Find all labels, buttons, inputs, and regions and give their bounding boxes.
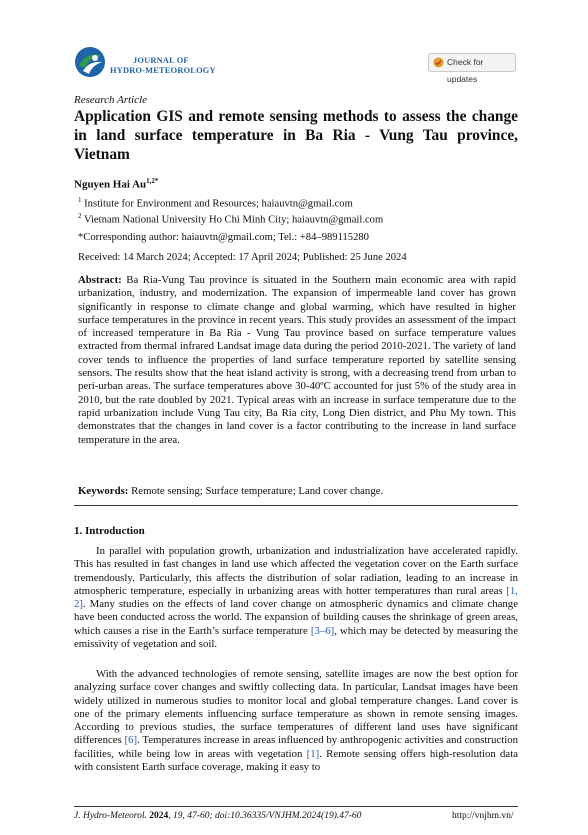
author xyxy=(74,177,158,191)
p1-text-b: . Many studies on the effects of land cover change on atmospheric dynamics and climate change have been conducted across the world. The expansion of building causes the shrinkage of green areas, which causes a rise in the Earth’s surface temperature xyxy=(74,598,518,637)
article-type: Research Article xyxy=(74,94,148,106)
abstract-text: Ba Ria-Vung Tau province is situated in the Southern main economic area with rapid urbanization, industry, and modernization. The expansion of impermeable land cover has grown significantly in response to climate change and global warming, which have resulted in higher surface temperatures in the province in recent years. This study provides an assessment of the impact of increased temperature in Ba Ria - Vung Tau province based on surface temperature values extracted from thermal infrared Landsat image data during the period 2010-2021. The variety of land cover tends to influence the properties of land surface temperature reported by satellite sensing sensors. The results show that the heat island activity is strong, with a decreasing trend from urban to peri-urban areas. The surface temperatures above 30-40ºC accounted for just 5% of the study area in 2010, but the rate doubled by 2021. Typical areas with an increase in surface temperature due to the rapid urbanization include Vung Tau city, Ba Ria city, Long Dien district, and Phu My town. This demonstrates that the changes in land cover is a factor contributing to the increase in land surface temperature in the area. xyxy=(78,274,516,446)
section-divider xyxy=(74,505,518,506)
affiliation-1 xyxy=(78,196,353,210)
p2-text-a: With the advanced technologies of remote sensing, satellite images are now the best option for analyzing surface cover changes and swiftly collecting data. In particular, Landsat images have been widely utilized in numerous studies to monitor local and global temperature changes. Land cover is one of the primary elements influencing surface temperature as shown in remote sensing images. According to previous studies, the surface temperatures of different land uses have significant differences xyxy=(74,668,518,747)
article-title: Application GIS and remote sensing methods to assess the change in land surface temperature in Ba Ria - Vung Tau province, Vietnam xyxy=(74,108,518,163)
keywords xyxy=(78,485,383,497)
footer-year: 2024 xyxy=(149,811,169,821)
footer-citation xyxy=(74,811,361,821)
journal-logo-icon xyxy=(74,46,106,78)
affiliation-1-text: Institute for Environment and Resources; haiauvtn@gmail.com xyxy=(84,198,353,210)
affiliation-2-text: Vietnam National University Ho Chi Minh City; haiauvtn@gmail.com xyxy=(83,214,384,226)
footer-citation-text: , 19, 47-60; doi:10.36335/VNJHM.2024(19).47-60 xyxy=(168,811,362,821)
introduction-heading: 1. Introduction xyxy=(74,525,145,537)
introduction-paragraph-2 xyxy=(74,668,518,774)
citation-link[interactable]: [1, 2] xyxy=(74,584,518,611)
introduction-paragraph-1 xyxy=(74,545,518,651)
corresponding-author: *Corresponding author: haiauvtn@gmail.com; Tel.: +84–989115280 xyxy=(78,232,369,243)
p2-text-b: . Temperatures increase in areas influenced by anthropogenic activities and construction facilities, while being low in areas with vegetation xyxy=(74,734,518,760)
affiliation-2 xyxy=(78,212,383,226)
publication-dates: Received: 14 March 2024; Accepted: 17 April 2024; Published: 25 June 2024 xyxy=(78,252,407,263)
journal-name-line2: HYDRO-METEOROLOGY xyxy=(110,66,216,75)
p1-text-a: In parallel with population growth, urbanization and industrialization have accelerated rapidly. This has resulted in fast changes in land use which affected the vegetation cover on the Earth surface tremendously. Particularly, this affects the distribution of solar radiation, leading to an increase in atmospheric temperature, especially in urbanizing areas with hotter temperatures than rural areas xyxy=(74,545,518,597)
footer-url-link[interactable]: http://vnjhm.vn/ xyxy=(452,811,514,821)
journal-name-line1: JOURNAL OF xyxy=(133,56,189,65)
keywords-label: Keywords: xyxy=(78,485,129,497)
footer-divider xyxy=(74,806,518,807)
p2-text-c: . Remote sensing offers high-resolution data with consistent Earth surface coverage, making it easy to xyxy=(74,747,519,774)
keywords-text: Remote sensing; Surface temperature; Land cover change. xyxy=(131,485,384,497)
check-updates-label: Check for updates xyxy=(447,57,484,84)
footer-journal-abbr: J. Hydro-Meteorol. xyxy=(74,811,147,821)
abstract-label: Abstract: xyxy=(78,274,122,286)
p1-text-c: , which may be detected by measuring the emissivity of vegetation and soil. xyxy=(74,624,518,651)
check-updates-icon xyxy=(433,57,444,68)
citation-link[interactable]: [3–6] xyxy=(310,624,335,637)
affiliation-1-sup: 1 xyxy=(78,196,82,204)
citation-link[interactable]: [6] xyxy=(124,734,138,747)
abstract xyxy=(78,274,516,447)
citation-link[interactable]: [1] xyxy=(306,747,320,760)
author-name: Nguyen Hai Au xyxy=(74,178,147,191)
check-for-updates-button[interactable] xyxy=(428,53,516,84)
author-sup: 1,2* xyxy=(146,177,159,185)
affiliation-2-sup: 2 xyxy=(78,212,82,220)
